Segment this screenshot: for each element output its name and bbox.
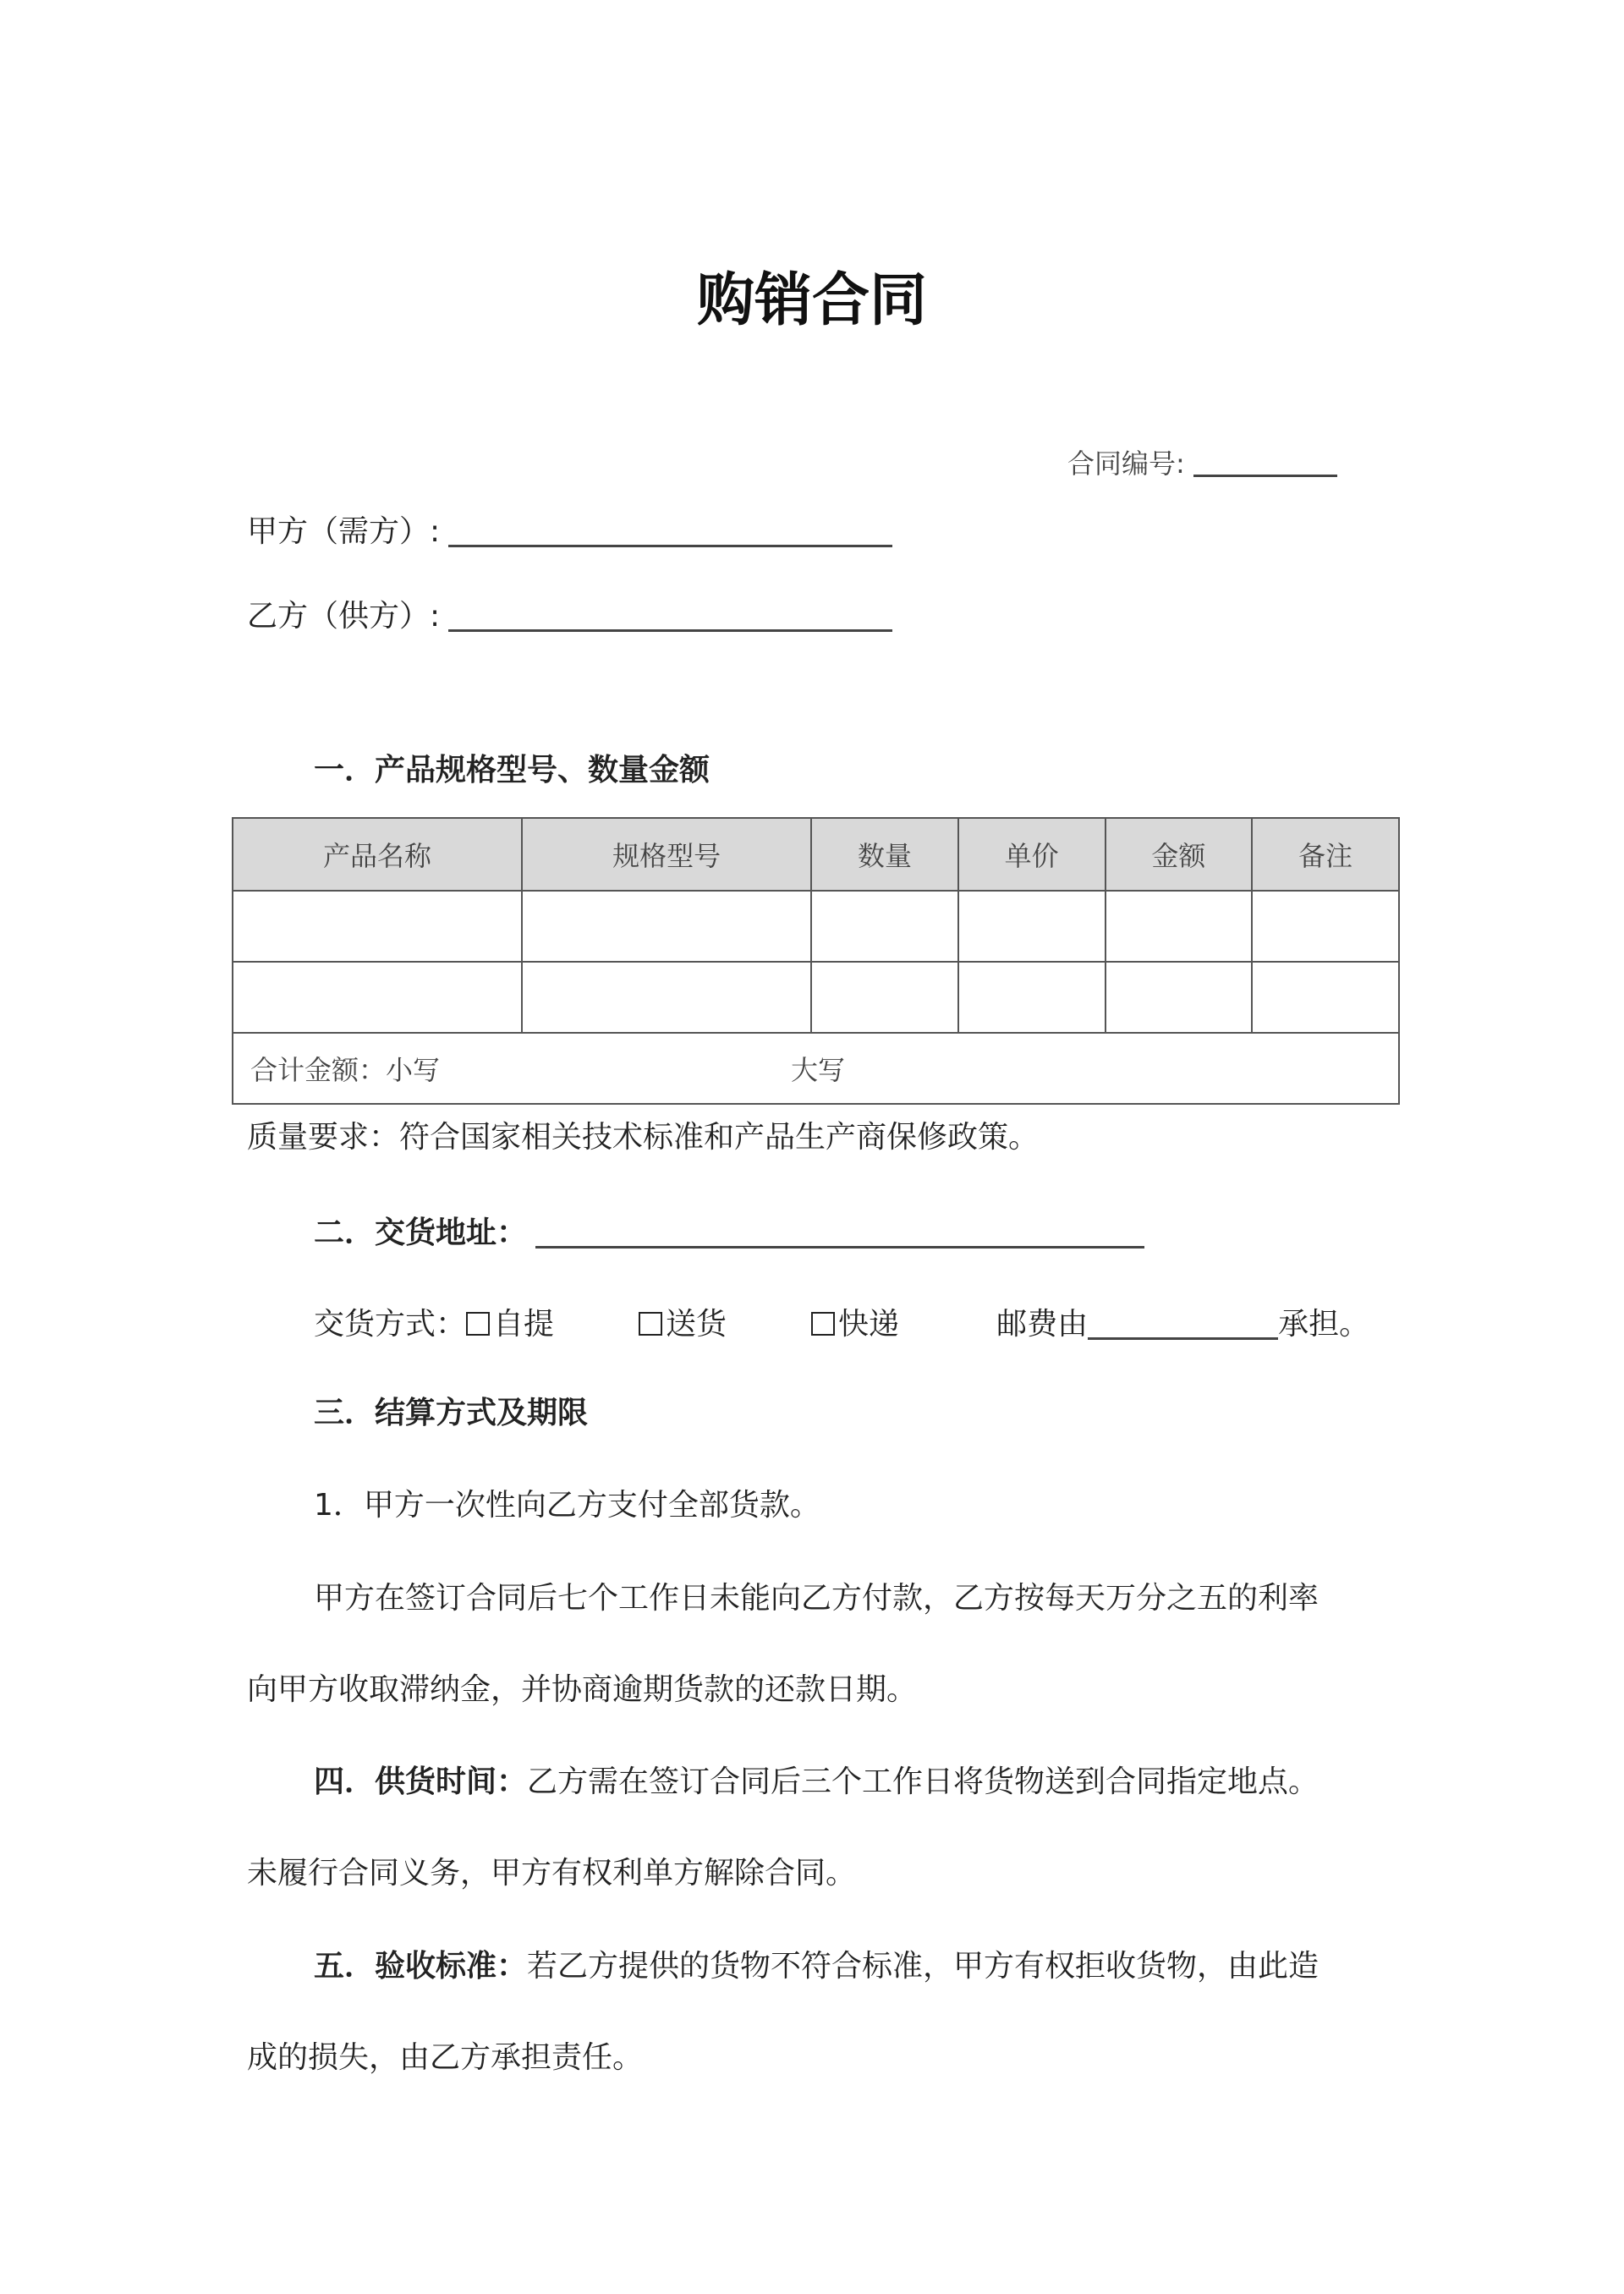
total-uppercase-label: 大写 (791, 1054, 846, 1086)
section4 (314, 1764, 1320, 1799)
section3-paragraph-line1: 甲方在签订合同后七个工作日未能向乙方付款，乙方按每天万分之五的利率 (314, 1581, 1320, 1616)
postage-suffix: 承担。 (1278, 1307, 1370, 1342)
cell[interactable] (522, 891, 811, 962)
option-pickup[interactable]: 自提 (466, 1307, 554, 1342)
postage-prefix: 邮费由 (996, 1307, 1089, 1342)
cell[interactable] (233, 891, 522, 962)
cell[interactable] (1252, 962, 1399, 1033)
total-row (233, 1033, 1399, 1104)
table-row (233, 962, 1399, 1033)
section5-line2: 成的损失，由乙方承担责任。 (247, 2040, 644, 2075)
section5-text: 若乙方提供的货物不符合标准，甲方有权拒收货物，由此造 (527, 1949, 1320, 1984)
cell[interactable] (958, 962, 1106, 1033)
party-b-label: 乙方（供方）: (247, 599, 441, 634)
section1-heading: 一．产品规格型号、数量金额 (314, 753, 710, 788)
cell[interactable] (522, 962, 811, 1033)
checkbox-icon[interactable] (811, 1312, 835, 1336)
cell[interactable] (1252, 891, 1399, 962)
section3-heading: 三．结算方式及期限 (314, 1396, 589, 1430)
cell[interactable] (233, 962, 522, 1033)
cell[interactable] (958, 891, 1106, 962)
cell[interactable] (1106, 962, 1253, 1033)
party-b (247, 599, 892, 632)
section4-text: 乙方需在签订合同后三个工作日将货物送到合同指定地点。 (527, 1764, 1320, 1799)
section3-paragraph-line2: 向甲方收取滞纳金，并协商逾期货款的还款日期。 (247, 1672, 918, 1707)
contract-number (1067, 444, 1337, 480)
contract-number-field[interactable] (1193, 444, 1337, 477)
header-cell: 规格型号 (522, 818, 811, 891)
postage-field[interactable] (1088, 1307, 1278, 1340)
section4-line2: 未履行合同义务，甲方有权利单方解除合同。 (247, 1856, 857, 1891)
cell[interactable] (811, 962, 958, 1033)
total-lowercase-label: 合计金额：小写 (250, 1054, 441, 1086)
quality-requirement: 质量要求：符合国家相关技术标准和产品生产商保修政策。 (247, 1120, 1040, 1155)
product-table (232, 817, 1400, 1105)
section4-heading: 四．供货时间： (314, 1764, 528, 1799)
document-title: 购销合同 (696, 267, 927, 334)
section2-heading: 二．交货地址： (314, 1216, 528, 1250)
cell[interactable] (811, 891, 958, 962)
header-cell: 产品名称 (233, 818, 522, 891)
delivery-method-label: 交货方式： (314, 1307, 467, 1342)
cell[interactable] (1106, 891, 1253, 962)
option-express[interactable]: 快递 (811, 1307, 899, 1342)
header-cell: 备注 (1252, 818, 1399, 891)
section3-item1: 1．甲方一次性向乙方支付全部货款。 (314, 1488, 820, 1523)
delivery-address-field[interactable] (535, 1216, 1144, 1249)
party-b-field[interactable] (448, 599, 892, 632)
contract-number-label: 合同编号: (1067, 447, 1185, 480)
total-cell[interactable] (233, 1033, 1399, 1104)
option-delivery[interactable]: 送货 (639, 1307, 727, 1342)
party-a-label: 甲方（需方）: (247, 514, 441, 549)
section5 (314, 1951, 1319, 1982)
section5-heading: 五．验收标准： (314, 1949, 528, 1984)
section2 (314, 1216, 1144, 1249)
table-row (233, 891, 1399, 962)
header-cell: 金额 (1106, 818, 1253, 891)
party-a (247, 514, 892, 547)
party-a-field[interactable] (448, 514, 892, 547)
header-cell: 单价 (958, 818, 1106, 891)
header-cell: 数量 (811, 818, 958, 891)
checkbox-icon[interactable] (639, 1312, 662, 1336)
delivery-method (314, 1307, 1369, 1340)
checkbox-icon[interactable] (466, 1312, 490, 1336)
table-header-row (233, 818, 1399, 891)
